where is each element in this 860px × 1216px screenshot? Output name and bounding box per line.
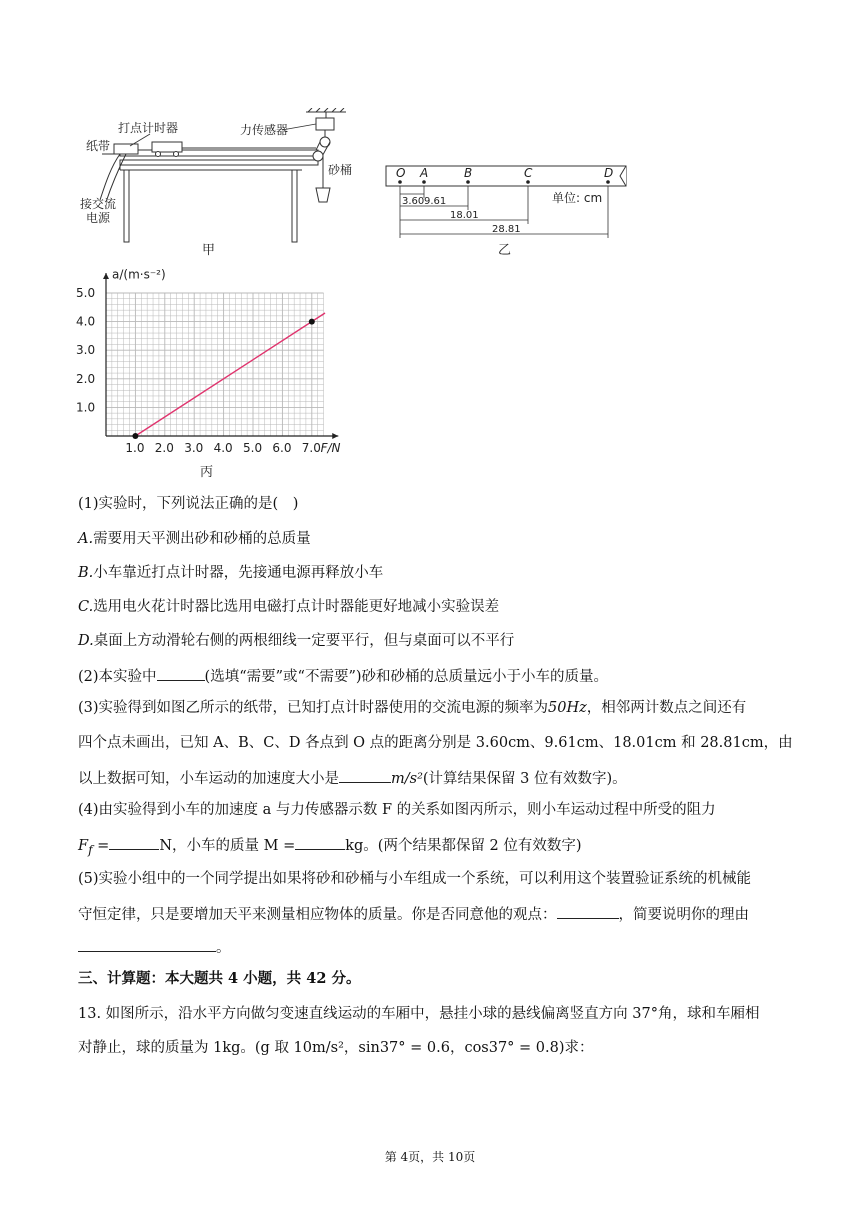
tape-unit: 单位: cm xyxy=(552,191,603,205)
answer-blank-4a[interactable] xyxy=(109,834,159,850)
tape-point-label-a: A xyxy=(420,166,429,180)
question-3-line2: 四个点未画出，已知 A、B、C、D 各点到 O 点的距离分别是 3.60cm、9.61cm、18.01cm 和 28.81cm，由 xyxy=(78,735,793,751)
fixed-pulley xyxy=(313,151,323,161)
x-axis-label: F/N xyxy=(320,441,341,455)
timer-device xyxy=(114,144,138,154)
tape-point-a xyxy=(422,180,426,184)
x-tick-label: 6.0 xyxy=(272,441,292,455)
x-axis-arrow xyxy=(332,433,338,439)
y-tick-label: 4.0 xyxy=(76,314,96,329)
tape-point-label-b: B xyxy=(464,166,473,180)
force-sensor xyxy=(316,118,334,130)
x-tick-label: 1.0 xyxy=(125,441,145,455)
option-c: C.选用电火花计时器比选用电磁打点计时器能更好地减小实验误差 xyxy=(78,599,500,615)
x-tick-label: 2.0 xyxy=(154,441,174,455)
question-3-line3: 以上数据可知，小车运动的加速度大小是 m/s²(计算结果保留 3 位有效数字)。 xyxy=(78,767,798,789)
caption-bing: 丙 xyxy=(200,465,214,480)
caption-jia: 甲 xyxy=(202,243,216,258)
question-4-line2: $F_f = N$，小车的质量 M = kg。(两个结果都保留 2 位有效数字) xyxy=(78,834,798,860)
label-sensor: 力传感器 xyxy=(240,123,289,137)
tape-point-o xyxy=(398,180,402,184)
dist-oc: 18.01 xyxy=(450,210,479,221)
figure-paper-tape xyxy=(384,158,634,258)
y-tick-label: 3.0 xyxy=(76,343,96,358)
answer-blank-4b[interactable] xyxy=(295,834,345,850)
page-footer: 第 4页，共 10页 xyxy=(384,1150,476,1164)
question-5-line3: 。 xyxy=(78,936,798,958)
option-d: D.桌面上方动滑轮右侧的两根细线一定要平行，但与桌面可以不平行 xyxy=(78,633,515,649)
answer-blank-5a[interactable] xyxy=(557,903,619,919)
dist-od: 28.81 xyxy=(492,224,521,235)
sand-bucket xyxy=(316,188,330,202)
data-point-2 xyxy=(309,319,315,325)
y-tick-label: 2.0 xyxy=(76,371,96,386)
dist-ob: 9.61 xyxy=(424,196,447,207)
tape-point-b xyxy=(466,180,470,184)
question-5-line1: (5)实验小组中的一个同学提出如果将砂和砂桶与小车组成一个系统，可以利用这个装置验证系统的机械能 xyxy=(78,871,752,887)
x-tick-label: 4.0 xyxy=(213,441,233,455)
tape-point-label-c: C xyxy=(524,166,533,180)
question-13-line1: 13. 如图所示，沿水平方向做匀变速直线运动的车厢中，悬挂小球的悬线偏离竖直方向 37°角，球和车厢相 xyxy=(78,1006,760,1022)
answer-blank-3[interactable] xyxy=(339,767,391,783)
figure-af-graph xyxy=(74,266,364,482)
x-tick-label: 5.0 xyxy=(243,441,263,455)
tape-point-label-d: D xyxy=(604,166,614,180)
label-timer: 打点计时器 xyxy=(118,121,179,135)
table-leg-right xyxy=(292,170,297,242)
dist-oa: 3.60 xyxy=(402,196,425,207)
question-3-line1: (3)实验得到如图乙所示的纸带，已知打点计时器使用的交流电源的频率为50Hz，相邻两计数点之间还有 xyxy=(78,700,747,716)
option-a: A.需要用天平测出砂和砂桶的总质量 xyxy=(78,531,311,547)
ceiling-support xyxy=(306,108,346,118)
question-5-line2: 守恒定律，只是要增加天平来测量相应物体的质量。你是否同意他的观点： ，简要说明你的理由 xyxy=(78,903,798,925)
y-tick-label: 5.0 xyxy=(76,286,96,300)
x-tick-label: 7.0 xyxy=(301,441,321,455)
y-tick-label: 1.0 xyxy=(76,400,96,415)
y-axis-arrow xyxy=(103,273,109,279)
section-3-heading: 三、计算题：本大题共 4 小题，共 42 分。 xyxy=(78,970,361,987)
label-power-2: 电源 xyxy=(86,211,111,225)
y-axis-label: a/(m·s⁻²) xyxy=(112,267,166,282)
tape-point-d xyxy=(606,180,610,184)
x-tick-label: 3.0 xyxy=(184,441,204,455)
label-bucket: 砂桶 xyxy=(328,163,353,177)
label-power-1: 接交流 xyxy=(80,197,117,211)
fit-line xyxy=(135,313,325,436)
table-leg-left xyxy=(124,170,129,242)
question-4-line1: (4)由实验得到小车的加速度 a 与力传感器示数 F 的关系如图丙所示，则小车运动过程中所受的阻力 xyxy=(78,802,716,818)
question-13-line2: 对静止，球的质量为 1kg。(g 取 10m/s²，sin37° = 0.6，cos37° = 0.8)求： xyxy=(78,1040,594,1056)
option-b: B.小车靠近打点计时器，先接通电源再释放小车 xyxy=(78,565,384,581)
tape-point-label-o: O xyxy=(396,166,406,180)
figure-apparatus xyxy=(80,108,360,258)
question-1: (1)实验时，下列说法正确的是( ) xyxy=(78,496,299,512)
tape-point-c xyxy=(526,180,530,184)
data-point-1 xyxy=(132,433,138,439)
question-2: (2)本实验中 (选填“需要”或“不需要”)砂和砂桶的总质量远小于小车的质量。 xyxy=(78,665,798,687)
table-top xyxy=(120,160,318,165)
cart xyxy=(152,142,182,152)
label-tape: 纸带 xyxy=(86,139,111,153)
answer-blank-5b[interactable] xyxy=(78,936,216,952)
caption-yi: 乙 xyxy=(498,243,512,258)
answer-blank-2[interactable] xyxy=(157,665,205,681)
